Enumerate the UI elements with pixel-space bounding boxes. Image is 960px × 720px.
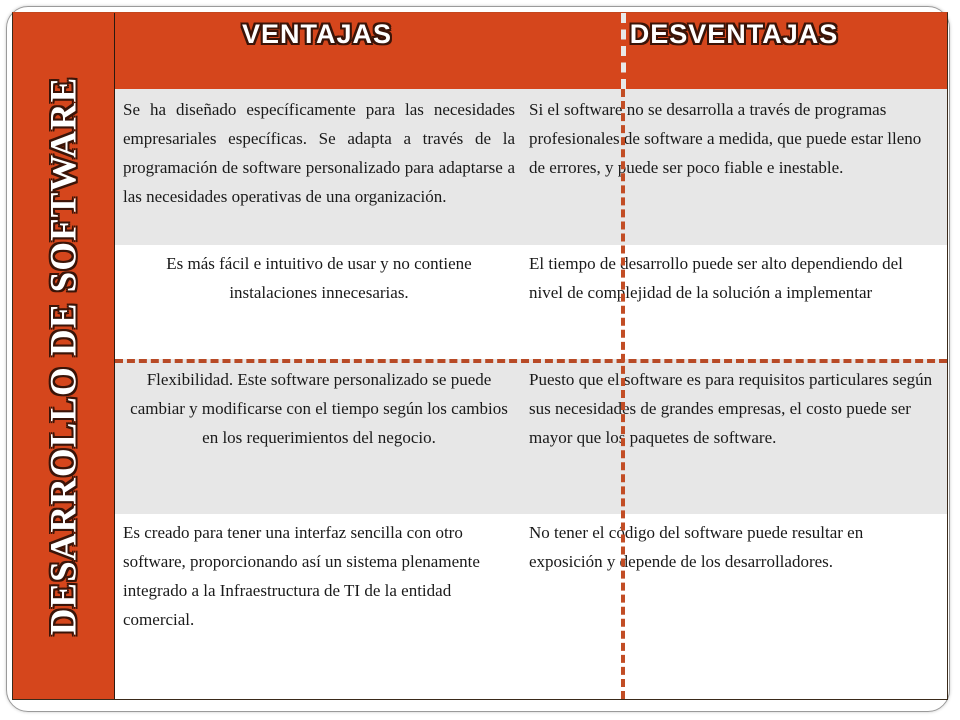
header-divider bbox=[621, 13, 626, 89]
comparison-table bbox=[12, 12, 948, 700]
desventaja-cell: Puesto que el software es para requisitos particulares según sus necesidades de grandes empresas, el costo puede ser mayor que los paquetes de software. bbox=[529, 370, 933, 447]
header-desventajas: DESVENTAJAS bbox=[629, 19, 839, 49]
column-divider bbox=[621, 89, 625, 699]
ventaja-cell: Flexibilidad. Este software personalizado se puede cambiar y modificarse con el tiempo según los cambios en los requerimientos del negocio. bbox=[130, 370, 508, 447]
desventaja-cell: El tiempo de desarrollo puede ser alto dependiendo del nivel de complejidad de la solución a implementar bbox=[529, 254, 903, 302]
ventaja-cell: Es creado para tener una interfaz sencilla con otro software, proporcionando así un sistema plenamente integrado a la Infraestructura de TI de la entidad comercial. bbox=[123, 523, 480, 629]
desventaja-cell: No tener el código del software puede resultar en exposición y depende de los desarrolladores. bbox=[529, 523, 864, 571]
desventaja-cell: Si el software no se desarrolla a través de programas profesionales de software a medida, que puede estar lleno de errores, y puede ser poco fiable e inestable. bbox=[529, 100, 922, 177]
table-row bbox=[115, 89, 947, 245]
ventaja-cell: Se ha diseñado específicamente para las necesidades empresariales específicas. Se adapta a través de la programación de software personalizado para adaptarse a las necesidades operativas de una organización. bbox=[123, 100, 515, 206]
table-row bbox=[115, 359, 947, 514]
side-title: DESARROLLO DE SOFTWARE bbox=[43, 76, 85, 636]
table-row bbox=[115, 514, 947, 699]
ventaja-cell: Es más fácil e intuitivo de usar y no contiene instalaciones innecesarias. bbox=[166, 254, 472, 302]
header-ventajas: VENTAJAS bbox=[241, 19, 393, 49]
side-title-band bbox=[13, 13, 115, 699]
table-row bbox=[115, 245, 947, 359]
table-header bbox=[115, 13, 947, 89]
